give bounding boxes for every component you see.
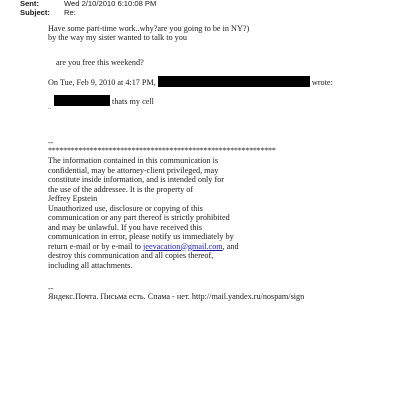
cell-text: thats my cell: [112, 97, 154, 106]
destroy-line: destroy this communication and all copies thereof,: [48, 251, 214, 260]
quote-dots: ..: [48, 105, 51, 111]
return-prefix: return e-mail or by e-mail to: [48, 241, 144, 251]
body-line-1: Have some part-time work..why?are you going to be in NY?): [48, 24, 250, 33]
disclaimer-line: communication or any part thereof is strictly prohibited: [48, 213, 230, 222]
signature-dash: --: [48, 138, 54, 147]
return-email-line: [48, 242, 239, 252]
disclaimer-line: the use of the addressee. It is the property of: [48, 184, 194, 194]
body-line-3: are you free this weekend?: [56, 58, 144, 67]
subject-row: [20, 8, 76, 17]
quote-suffix: wrote:: [311, 78, 333, 87]
disclaimer-line: communication in error, please notify us immediately by: [48, 232, 234, 241]
disclaimer-line: and may be unlawful. If you have received this: [48, 222, 202, 232]
sent-value: Wed 2/10/2010 6:10:08 PM: [64, 0, 157, 8]
subject-label: Subject:: [20, 8, 50, 17]
email-link[interactable]: jeevacation@gmail.com: [143, 241, 223, 251]
redaction-sender: [158, 76, 310, 87]
footer-dash: --: [48, 284, 54, 293]
disclaimer-line: constitute inside information, and is intended only for: [48, 175, 224, 184]
divider-stars: ************************************************************: [48, 146, 276, 155]
disclaimer-line: The information contained in this communication is: [48, 156, 219, 165]
quoted-cell-line: [54, 95, 154, 107]
quote-prefix: On Tue, Feb 9, 2010 at 4:17 PM,: [48, 78, 156, 87]
footer-yandex: Яндекс.Почта. Письма есть. Спама - нет. http://mail.yandex.ru/nospam/sign: [48, 292, 305, 301]
sent-label: Sent:: [20, 0, 39, 8]
return-suffix: , and: [222, 241, 239, 251]
disclaimer-line: Unauthorized use, disclosure or copying of this: [48, 203, 203, 213]
subject-value: Re:: [64, 8, 76, 17]
quote-header: [48, 76, 333, 88]
redaction-phone: [54, 95, 110, 106]
disclaimer-line: Jeffrey Epstein: [48, 194, 98, 203]
sent-row: [20, 0, 156, 8]
disclaimer-line: confidential, may be attorney-client privileged, may: [48, 165, 219, 175]
attachments-line: including all attachments.: [48, 260, 133, 270]
body-line-2: by the way my sister wanted to talk to you: [48, 33, 187, 42]
